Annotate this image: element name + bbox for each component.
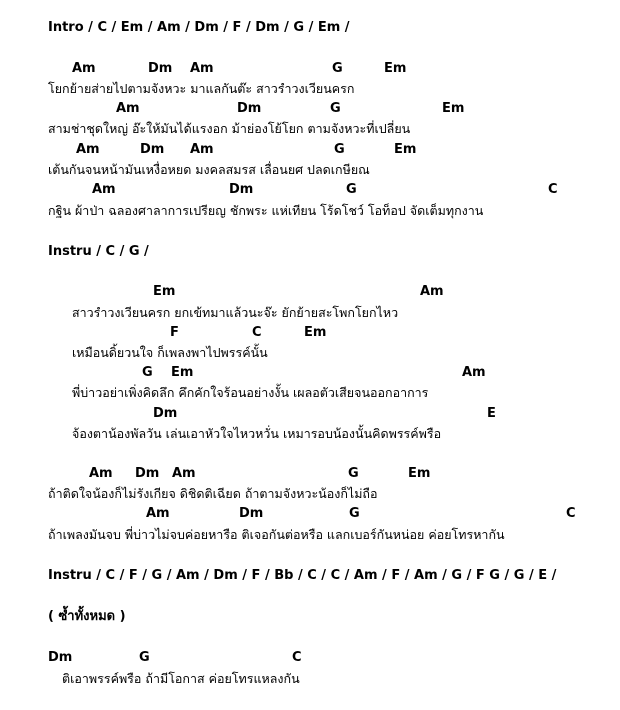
chord: Em bbox=[394, 142, 417, 157]
chord: Am bbox=[76, 142, 100, 157]
chord: Am bbox=[172, 466, 196, 481]
chord: Dm bbox=[229, 182, 254, 197]
chord: Em bbox=[171, 365, 194, 380]
chord: Am bbox=[92, 182, 116, 197]
instru-line-2: Instru / C / F / G / Am / Dm / F / Bb / C / C / Am / F / Am / G / F G / G / E / bbox=[48, 568, 557, 583]
lyric-line: กฐิน ผ้าป่า ฉลองศาลาการเปรียญ ชักพระ แห่เทียน โร้ดโชว์ โอท็อป จัดเต็มทุกงาน bbox=[48, 203, 484, 218]
chord: Am bbox=[420, 284, 444, 299]
lyric-line: พี่บ่าวอย่าเพิ่งคิดลึก คึกคักใจร้อนอย่างงั้น เผลอตัวเสียจนออกอาการ bbox=[72, 385, 429, 400]
chord: G bbox=[142, 365, 153, 380]
chord: E bbox=[487, 406, 496, 421]
chord: Em bbox=[304, 325, 327, 340]
chord: Dm bbox=[239, 506, 264, 521]
chord: Em bbox=[408, 466, 431, 481]
chord: Dm bbox=[48, 650, 73, 665]
chord: Dm bbox=[148, 61, 173, 76]
lyric-line: ติเอาพรรค์พรือ ถ้ามีโอกาส ค่อยโทรแหลงกัน bbox=[62, 671, 300, 686]
chord: Dm bbox=[140, 142, 165, 157]
chord: G bbox=[332, 61, 343, 76]
chord: Em bbox=[384, 61, 407, 76]
instru-line-1: Instru / C / G / bbox=[48, 244, 149, 259]
chord: C bbox=[292, 650, 302, 665]
chord: Am bbox=[190, 142, 214, 157]
lyric-line: จ้องตาน้องพัลวัน เล่นเอาหัวใจไหวหวั่น เหมารอบน้องนั้นคิดพรรค์พรือ bbox=[72, 426, 442, 441]
chord: F bbox=[170, 325, 179, 340]
lyric-line: โยกย้ายส่ายไปตามจังหวะ มาแลกันต๊ะ สาวรำวงเวียนครก bbox=[48, 81, 355, 96]
chord: C bbox=[252, 325, 262, 340]
chord: Am bbox=[190, 61, 214, 76]
chord: Am bbox=[116, 101, 140, 116]
lyric-line: ถ้าเพลงมันจบ พี่บ่าวไม่จบค่อยหารือ ติเจอกันต่อหรือ แลกเบอร์กันหน่อย ค่อยโทรหากัน bbox=[48, 527, 505, 542]
chord: Dm bbox=[135, 466, 160, 481]
lyric-line: สาวรำวงเวียนครก ยกเข้ทมาแล้วนะจ๊ะ ยักย้ายสะโพกโยกไหว bbox=[72, 305, 399, 320]
chord: C bbox=[566, 506, 576, 521]
chord: Am bbox=[146, 506, 170, 521]
intro-line: Intro / C / Em / Am / Dm / F / Dm / G / Em / bbox=[48, 20, 350, 35]
lyric-line: สามช่าชุดใหญ่ อ๊ะให้มันได้แรงอก ม้าย่องโย้โยก ตามจังหวะที่เปลี่ยน bbox=[48, 121, 411, 136]
chord: Am bbox=[89, 466, 113, 481]
repeat-note: ( ซ้ำทั้งหมด ) bbox=[48, 609, 126, 624]
chord: G bbox=[348, 466, 359, 481]
chord: G bbox=[349, 506, 360, 521]
chord: C bbox=[548, 182, 558, 197]
chord: G bbox=[334, 142, 345, 157]
chord: Am bbox=[72, 61, 96, 76]
chord: G bbox=[330, 101, 341, 116]
lyric-line: เต้นกันจนหน้ามันเหงื่อหยด มงคลสมรส เลื่อนยศ ปลดเกษียณ bbox=[48, 162, 370, 177]
lyric-line: เหมือนดิ้ยวนใจ ก็เพลงพาไปพรรค์นั้น bbox=[72, 345, 268, 360]
chord: Em bbox=[153, 284, 176, 299]
chord: Dm bbox=[153, 406, 178, 421]
chord: G bbox=[346, 182, 357, 197]
lyric-line: ถ้าติดใจน้องก็ไม่รังเกียจ ดิชิดติเฉียด ถ้าตามจังหวะน้องก็ไม่ถือ bbox=[48, 486, 378, 501]
chord: Dm bbox=[237, 101, 262, 116]
chord: G bbox=[139, 650, 150, 665]
chord: Am bbox=[462, 365, 486, 380]
chord: Em bbox=[442, 101, 465, 116]
